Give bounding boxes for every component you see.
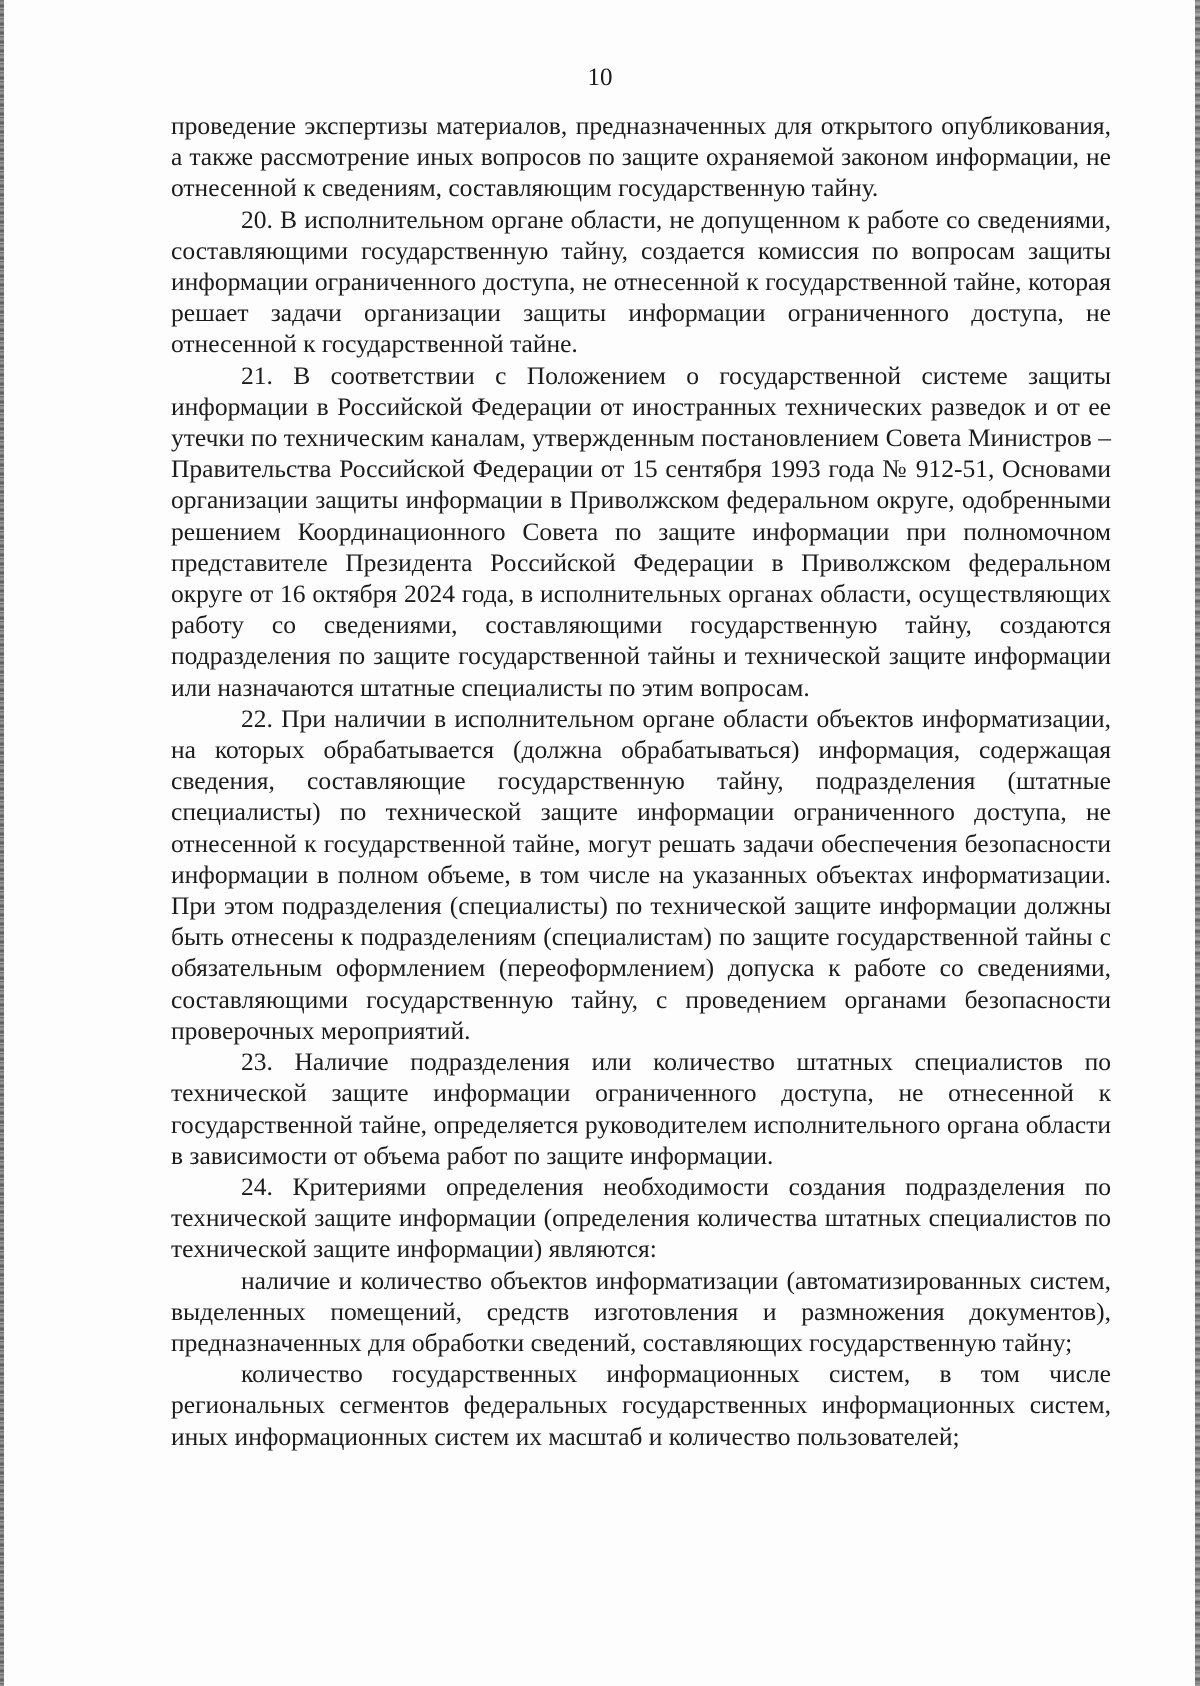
criteria-item: количество государственных информационных систем, в том числе региональных сегментов федеральных государственных информационных систем, иных информационных систем их масштаб и количество пользователей; xyxy=(171,1359,1111,1451)
paragraph-23: 23. Наличие подразделения или количество штатных специалистов по технической защите информации ограниченного доступа, не отнесенной к государственной тайне, определяется руководителем исполнительного органа области в зависимости от объема работ по защите информации. xyxy=(171,1047,1111,1170)
criteria-item: наличие и количество объектов информатизации (автоматизированных систем, выделенных помещений, средств изготовления и размножения документов), предназначенных для обработки сведений, составляющих государственную тайну; xyxy=(171,1265,1111,1357)
paragraph-20: 20. В исполнительном органе области, не допущенном к работе со сведениями, составляющими государственную тайну, создается комиссия по вопросам защиты информации ограниченного доступа, не отнесенной к государственной тайне, которая решает задачи организации защиты информации ограниченного доступа, не отнесенной к государственной тайне. xyxy=(171,204,1111,359)
scan-edge-left xyxy=(0,0,4,1686)
scan-edge-right xyxy=(1195,0,1200,1686)
paragraph-22: 22. При наличии в исполнительном органе области объектов информатизации, на которых обрабатывается (должна обрабатываться) информация, содержащая сведения, составляющие государственную тайну, подразделения (штатные специалисты) по технической защите информации ограниченного доступа, не отнесенной к государственной тайне, могут решать задачи обеспечения безопасности информации в полном объеме, в том числе на указанных объектах информатизации. При этом подразделения (специалисты) по технической защите информации должны быть отнесены к подразделениям (специалистам) по защите государственной тайны с обязательным оформлением (переоформлением) допуска к работе со сведениями, составляющими государственную тайну, с проведением органами безопасности проверочных мероприятий. xyxy=(171,703,1111,1045)
paragraph-21: 21. В соответствии с Положением о государственной системе защиты информации в Российской Федерации от иностранных технических разведок и от ее утечки по техническим каналам, утвержденным постановлением Совета Министров – Правительства Российской Федерации от 15 сентября 1993 года № 912-51, Основами организации защиты информации в Приволжском федеральном округе, одобренными решением Координационного Совета по защите информации при полномочном представителе Президента Российской Федерации в Приволжском федеральном округе от 16 октября 2024 года, в исполнительных органах области, осуществляющих работу со сведениями, составляющими государственную тайну, создаются подразделения по защите государственной тайны и технической защите информации или назначаются штатные специалисты по этим вопросам. xyxy=(171,360,1111,702)
paragraph-24: 24. Критериями определения необходимости создания подразделения по технической защите информации (определения количества штатных специалистов по технической защите информации) являются: xyxy=(171,1171,1111,1264)
paragraph-continuation: проведение экспертизы материалов, предназначенных для открытого опубликования, а также рассмотрение иных вопросов по защите охраняемой законом информации, не отнесенной к сведениям, составляющим государственную тайну. xyxy=(171,111,1111,203)
document-body xyxy=(171,110,1111,1452)
page-number: 10 xyxy=(587,64,613,91)
